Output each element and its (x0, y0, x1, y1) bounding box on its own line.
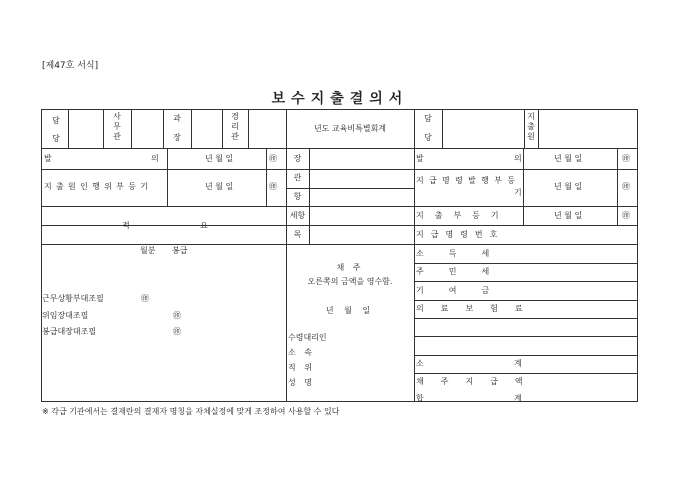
number-label: 지급명령번호 (416, 230, 505, 239)
approval-cell-6: 지 출 원 (527, 112, 535, 141)
approval-cell-2: 사 무 관 (113, 112, 121, 141)
seal-mark: ㊞ (173, 311, 181, 320)
deduction-label: 기여금 (416, 286, 515, 295)
recipient-row: 직 위 (288, 363, 315, 372)
order-label: 지출원인행위부등기 (44, 182, 153, 191)
summary-label: 적 (122, 221, 130, 230)
receipt-title: 채 주 (336, 263, 364, 272)
summary-label: 요 (200, 221, 208, 230)
order-suffix: 기 (514, 188, 522, 197)
deduction-label: 소득세 (416, 249, 515, 258)
seal-mark: ㊞ (141, 294, 149, 303)
recipient-row: 성 명 (288, 378, 315, 387)
issue-date: 년 월 일 (205, 154, 234, 163)
seal-mark: ㊞ (269, 154, 277, 163)
receipt-text: 오른쪽의 금액을 영수함. (307, 277, 393, 286)
seal-mark: ㊞ (269, 182, 277, 191)
recipient-row: 수령대리인 (288, 333, 327, 342)
staff-item: 위임장대조필 (42, 311, 89, 320)
deduction-label: 의료보험료 (416, 304, 540, 313)
total-label: 합 (416, 394, 424, 403)
account-label: 년도 교육비특별회계 (313, 124, 387, 133)
seal-mark: ㊞ (622, 182, 630, 191)
form-number: [제47호 서식] (42, 61, 99, 71)
issue-date: 년 월 일 (554, 154, 583, 163)
approval-cell-5: 담 당 (424, 114, 432, 142)
staff-item: 봉급대장대조필 (42, 327, 97, 336)
budget-row-label: 세항 (289, 211, 306, 220)
approval-cell-4: 경 리 관 (231, 112, 239, 141)
budget-row-label: 목 (293, 230, 302, 239)
footnote: ※ 각급 기관에서는 결재란의 결재자 명칭을 자체실정에 맞게 조정하여 사용할 수 있다 (42, 407, 340, 416)
seal-mark: ㊞ (622, 211, 630, 220)
order-label: 지급명령발행부등 (416, 176, 521, 185)
issuer-label: 발 (416, 154, 424, 163)
issuer-suffix: 의 (514, 154, 522, 163)
form-title: 보수지출결의서 (271, 91, 409, 107)
seal-mark: ㊞ (173, 327, 181, 336)
subtotal-label: 소 (416, 359, 424, 368)
form-table (41, 109, 638, 402)
seal-mark: ㊞ (622, 154, 630, 163)
monthly-label: 월분 (140, 246, 156, 255)
total-suffix: 계 (514, 394, 522, 403)
salary-label: 봉급 (172, 246, 188, 255)
approval-cell-3: 과 장 (173, 114, 181, 142)
recipient-row: 소 속 (288, 348, 315, 357)
record-label: 지출부등기 (416, 211, 510, 220)
approval-cell-1: 담 당 (52, 116, 60, 143)
subtotal-suffix: 계 (514, 359, 522, 368)
issuer-label: 발 (44, 154, 52, 163)
payee-amount-label: 채주지급액 (416, 377, 540, 386)
budget-row-label: 관 (293, 173, 302, 182)
budget-row-label: 항 (293, 192, 302, 201)
deduction-label: 주민세 (416, 267, 515, 276)
issuer-suffix: 의 (151, 154, 159, 163)
budget-row-label: 장 (293, 154, 302, 163)
record-date: 년 월 일 (554, 211, 583, 220)
receipt-date: 년 월 일 (325, 306, 375, 315)
staff-item: 근무상황부대조필 (42, 294, 104, 303)
order-date: 년 월 일 (554, 182, 583, 191)
order-date: 년 월 일 (205, 182, 234, 191)
